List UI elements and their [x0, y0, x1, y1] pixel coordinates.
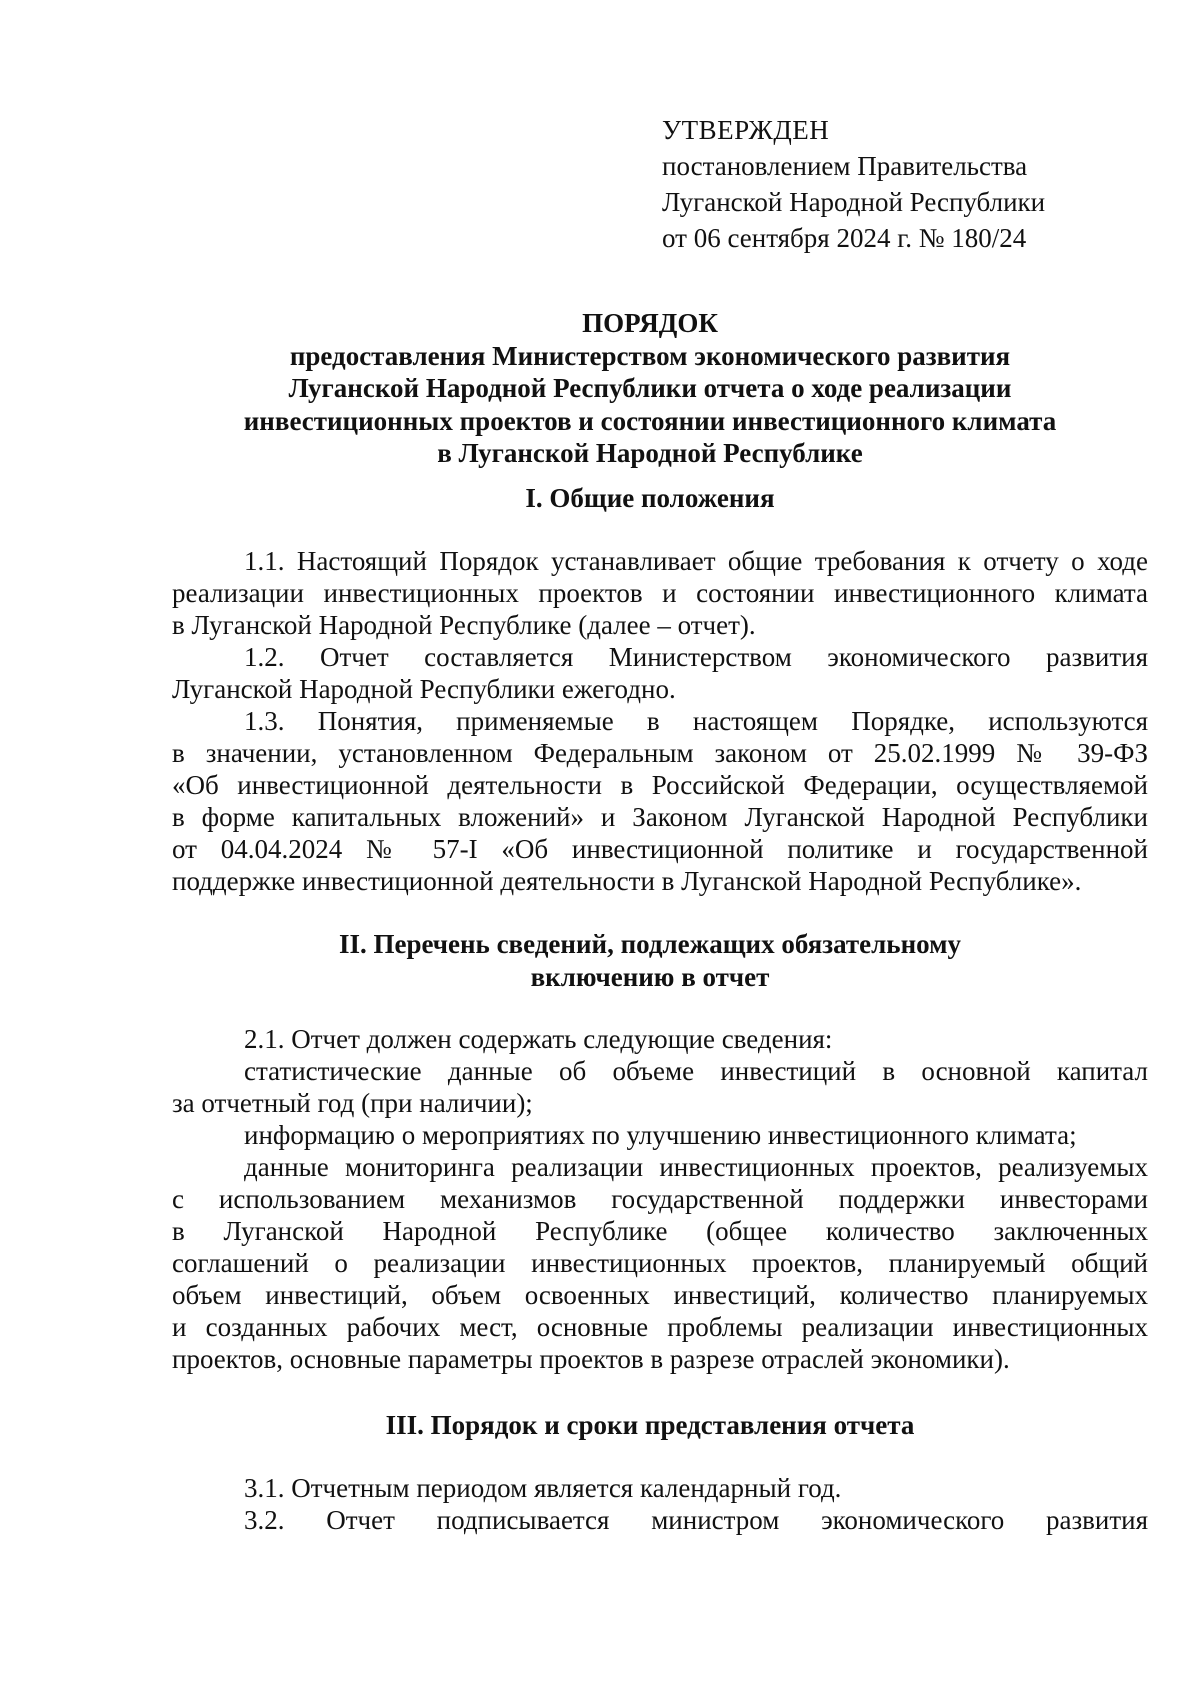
- paragraph-line: 3.2. Отчет подписывается министром экономического развития: [244, 1505, 1148, 1535]
- approval-line: от 06 сентября 2024 г. № 180/24: [662, 223, 1027, 253]
- paragraph-line: в значении, установленном Федеральным законом от 25.02.1999 № 39-ФЗ: [172, 738, 1148, 768]
- paragraph-line: проектов, основные параметры проектов в разрезе отраслей экономики).: [172, 1344, 1010, 1374]
- paragraph-line: информацию о мероприятиях по улучшению инвестиционного климата;: [244, 1120, 1077, 1150]
- document-title: [150, 307, 1150, 470]
- paragraph-line: «Об инвестиционной деятельности в Российской Федерации, осуществляемой: [172, 770, 1148, 800]
- paragraph-line: с использованием механизмов государственной поддержки инвесторами: [172, 1184, 1148, 1214]
- paragraph-line: объем инвестиций, объем освоенных инвестиций, количество планируемых: [172, 1280, 1148, 1310]
- paragraph-line: в Луганской Народной Республике (далее – отчет).: [172, 610, 756, 640]
- section-2-heading-line: включению в отчет: [530, 961, 770, 992]
- paragraph-line: в Луганской Народной Республике (общее количество заключенных: [172, 1216, 1148, 1246]
- paragraph-line: соглашений о реализации инвестиционных проектов, планируемый общий: [172, 1248, 1148, 1278]
- title-line: предоставления Министерством экономического развития: [289, 340, 1011, 371]
- section-heading: [150, 1409, 1150, 1442]
- section-2-heading-line: II. Перечень сведений, подлежащих обязательному: [338, 929, 962, 959]
- paragraph-line: 1.1. Настоящий Порядок устанавливает общие требования к отчету о ходе: [244, 546, 1148, 576]
- title-line: инвестиционных проектов и состоянии инвестиционного климата: [243, 405, 1057, 436]
- approval-heading: УТВЕРЖДЕН: [662, 115, 830, 145]
- paragraph-line: реализации инвестиционных проектов и состоянии инвестиционного климата: [172, 578, 1148, 608]
- paragraph-line: от 04.04.2024 № 57-I «Об инвестиционной политике и государственной: [172, 834, 1148, 864]
- paragraph-line: в форме капитальных вложений» и Законом Луганской Народной Республики: [172, 802, 1148, 832]
- section-1-heading: I. Общие положения: [525, 483, 775, 513]
- approval-block: [662, 112, 1142, 256]
- paragraph-line: 1.3. Понятия, применяемые в настоящем Порядке, используются: [244, 706, 1148, 736]
- paragraph-line: 1.2. Отчет составляется Министерством экономического развития: [244, 642, 1148, 672]
- paragraph-line: и созданных рабочих мест, основные проблемы реализации инвестиционных: [172, 1312, 1148, 1342]
- title-line: Луганской Народной Республики отчета о ходе реализации: [288, 373, 1012, 403]
- paragraph-line: Луганской Народной Республики ежегодно.: [172, 674, 676, 704]
- paragraph-line: за отчетный год (при наличии);: [172, 1088, 533, 1118]
- paragraph-line: 2.1. Отчет должен содержать следующие сведения:: [244, 1024, 833, 1054]
- approval-line: Луганской Народной Республики: [662, 187, 1046, 217]
- paragraph-line: данные мониторинга реализации инвестиционных проектов, реализуемых: [244, 1152, 1148, 1182]
- title-line: в Луганской Народной Республике: [437, 438, 863, 468]
- paragraph-line: поддержке инвестиционной деятельности в Луганской Народной Республике».: [172, 866, 1082, 896]
- section-3-heading: III. Порядок и сроки представления отчета: [385, 1410, 915, 1440]
- section-heading: [150, 482, 1150, 515]
- paragraph-line: статистические данные об объеме инвестиций в основной капитал: [244, 1056, 1148, 1086]
- title-heading: ПОРЯДОК: [582, 308, 718, 338]
- section-heading: [150, 928, 1150, 993]
- approval-line: постановлением Правительства: [662, 151, 1028, 181]
- paragraph-line: 3.1. Отчетным периодом является календарный год.: [244, 1473, 842, 1503]
